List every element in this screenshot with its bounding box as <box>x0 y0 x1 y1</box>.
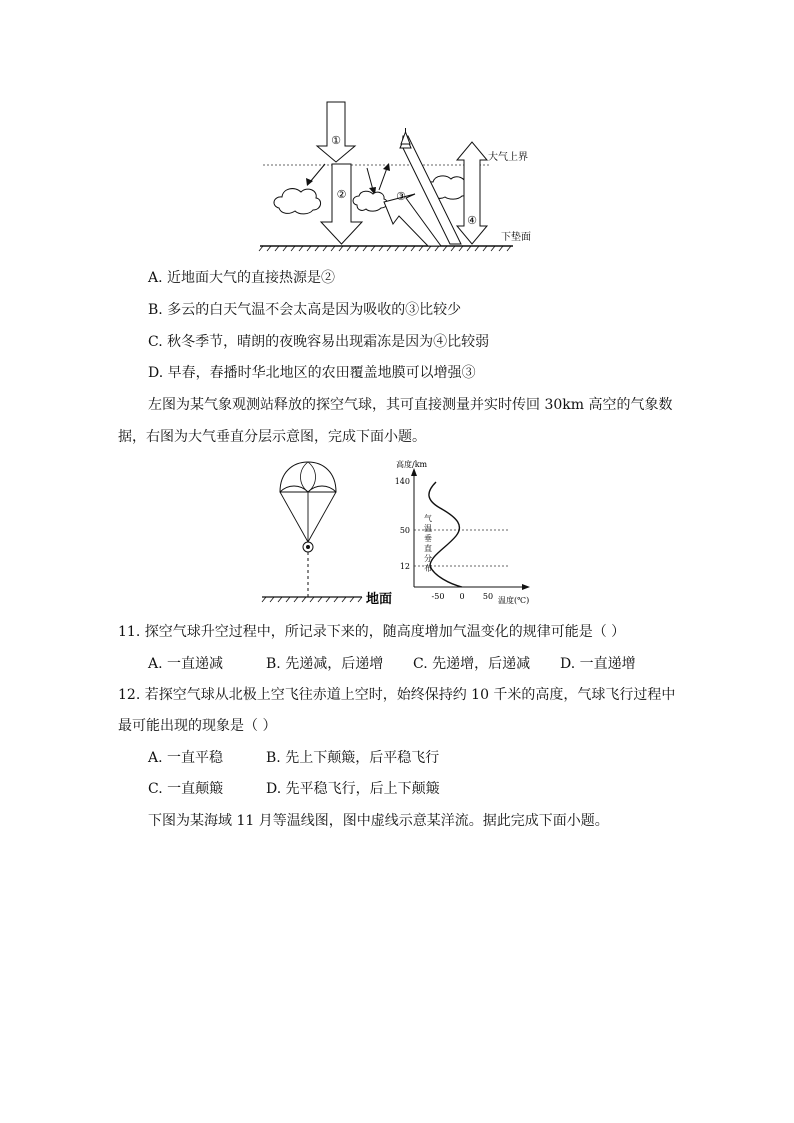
y-axis-label: 高度/km <box>396 460 428 469</box>
intro3: 下图为某海域 11 月等温线图，图中虚线示意某洋流。据此完成下面小题。 <box>148 813 609 829</box>
q11-option-d: D. 一直递增 <box>560 656 636 672</box>
x-tick-minus50: -50 <box>431 592 445 601</box>
q10-option-c: C. 秋冬季节，晴朗的夜晚容易出现霜冻是因为④比较弱 <box>148 334 490 350</box>
q10-option-b: B. 多云的白天气温不会太高是因为吸收的③比较少 <box>148 302 462 318</box>
intro2-line1: 左图为某气象观测站释放的探空气球，其可直接测量并实时传回 30km 高空的气象数 <box>148 397 673 413</box>
ground-label: 地面 <box>366 592 393 607</box>
x-tick-50: 50 <box>482 592 494 601</box>
y-tick-12: 12 <box>399 562 410 571</box>
intro2-line2: 据，右图为大气垂直分层示意图，完成下面小题。 <box>118 429 426 445</box>
arrow-label-3: ③ <box>396 190 406 203</box>
y-tick-50: 50 <box>399 526 410 535</box>
x-tick-0: 0 <box>459 592 465 601</box>
label-upper-boundary: 大气上界 <box>488 152 528 163</box>
q11-option-c: C. 先递增，后递减 <box>413 656 531 672</box>
q12-option-d: D. 先平稳飞行，后上下颠簸 <box>266 781 440 797</box>
q12-option-b: B. 先上下颠簸，后平稳飞行 <box>266 750 440 766</box>
arrow-label-2: ② <box>336 188 347 201</box>
q11-option-a: A. 一直递减 <box>148 656 224 672</box>
q10-option-d: D. 早春，春播时华北地区的农田覆盖地膜可以增强③ <box>148 365 476 381</box>
atmosphere-heating-diagram <box>255 98 545 256</box>
atmosphere-vertical-profile-chart <box>390 456 550 608</box>
arrow-label-1: ① <box>331 134 341 147</box>
q12-stem-line2: 最可能出现的现象是（ ） <box>118 718 277 734</box>
x-axis-label: 温度(℃) <box>498 596 530 605</box>
q10-option-a: A. 近地面大气的直接热源是② <box>148 270 336 286</box>
q12-stem-line1: 12. 若探空气球从北极上空飞往赤道上空时，始终保持约 10 千米的高度，气球飞行过程中 <box>118 687 676 703</box>
q11-option-b: B. 先递减，后递增 <box>266 656 384 672</box>
curve-label: 气温垂直分布 <box>423 514 433 574</box>
sounding-balloon-figure <box>258 460 398 608</box>
q11-stem: 11. 探空气球升空过程中，所记录下来的，随高度增加气温变化的规律可能是（ ） <box>118 624 626 640</box>
label-surface: 下垫面 <box>501 232 531 243</box>
y-tick-140: 140 <box>394 477 410 486</box>
q12-option-a: A. 一直平稳 <box>148 750 224 766</box>
arrow-label-4: ④ <box>467 214 477 227</box>
q12-option-c: C. 一直颠簸 <box>148 781 224 797</box>
